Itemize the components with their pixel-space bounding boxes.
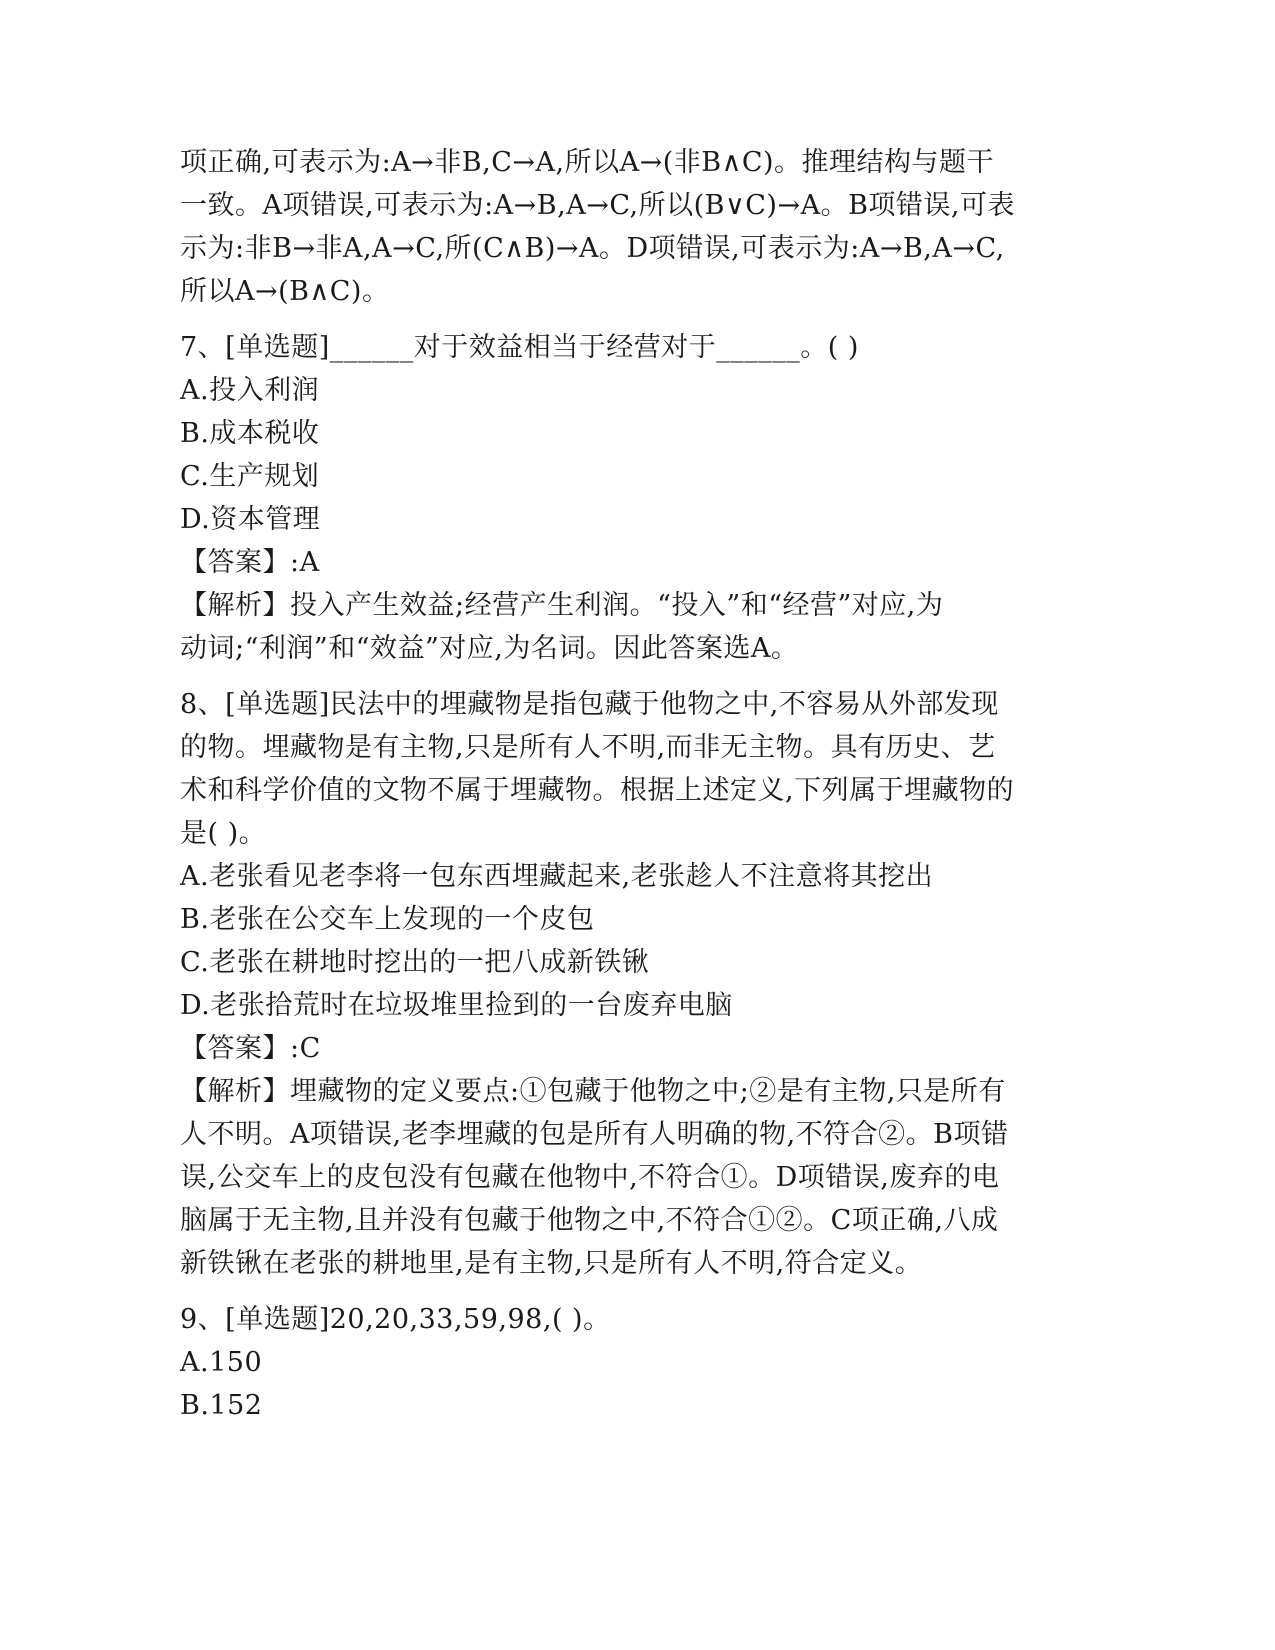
question-stem: 8、[单选题]民法中的埋藏物是指包藏于他物之中,不容易从外部发现 的物。埋藏物是有主物,只是所有人不明,而非无主物。具有历史、艺 术和科学价值的文物不属于埋藏物。根据上述定义,下列属于埋藏物的 是( )。 [180, 689, 1015, 849]
option-c: C.老张在耕地时挖出的一把八成新铁锹 [180, 947, 650, 978]
option-b: B.老张在公交车上发现的一个皮包 [180, 904, 595, 935]
option-b: B.152 [180, 1390, 263, 1421]
analysis: 【解析】埋藏物的定义要点:①包藏于他物之中;②是有主物,只是所有 人不明。A项错误,老李埋藏的包是所有人明确的物,不符合②。B项错 误,公交车上的皮包没有包藏在他物中,不符合①。D项错误,废弃的电 脑属于无主物,且并没有包藏于他物之中,不符合①②。C项正确,八成 新铁锹在老张的耕地里,是有主物,只是所有人不明,符合定义。 [180, 1076, 1009, 1279]
question-9 [180, 1298, 1080, 1427]
option-d: D.资本管理 [180, 504, 321, 535]
document-page [180, 141, 1080, 1427]
option-a: A.投入利润 [180, 375, 320, 406]
spacer [180, 670, 1080, 683]
previous-analysis-continuation: 项正确,可表示为:A→非B,C→A,所以A→(非B∧C)。推理结构与题干 一致。A项错误,可表示为:A→B,A→C,所以(B∨C)→A。B项错误,可表 示为:非B→非A,A→C,所(C∧B)→A。D项错误,可表示为:A→B,A→C, 所以A→(B∧C)。 [180, 147, 1015, 307]
option-d: D.老张拾荒时在垃圾堆里捡到的一台废弃电脑 [180, 990, 733, 1021]
answer: 【答案】:A [180, 547, 320, 578]
question-stem: 9、[单选题]20,20,33,59,98,( )。 [180, 1304, 611, 1335]
question-stem: 7、[单选题]______对于效益相当于经营对于______。( ) [180, 332, 859, 363]
option-c: C.生产规划 [180, 461, 320, 492]
answer: 【答案】:C [180, 1033, 321, 1064]
option-b: B.成本税收 [180, 418, 320, 449]
question-8 [180, 683, 1080, 1285]
analysis: 【解析】投入产生效益;经营产生利润。“投入”和“经营”对应,为 动词;“利润”和“效益”对应,为名词。因此答案选A。 [180, 590, 944, 664]
option-a: A.150 [180, 1347, 263, 1378]
option-a: A.老张看见老李将一包东西埋藏起来,老张趁人不注意将其挖出 [180, 861, 934, 892]
question-7 [180, 326, 1080, 670]
spacer [180, 1285, 1080, 1298]
spacer [180, 313, 1080, 326]
